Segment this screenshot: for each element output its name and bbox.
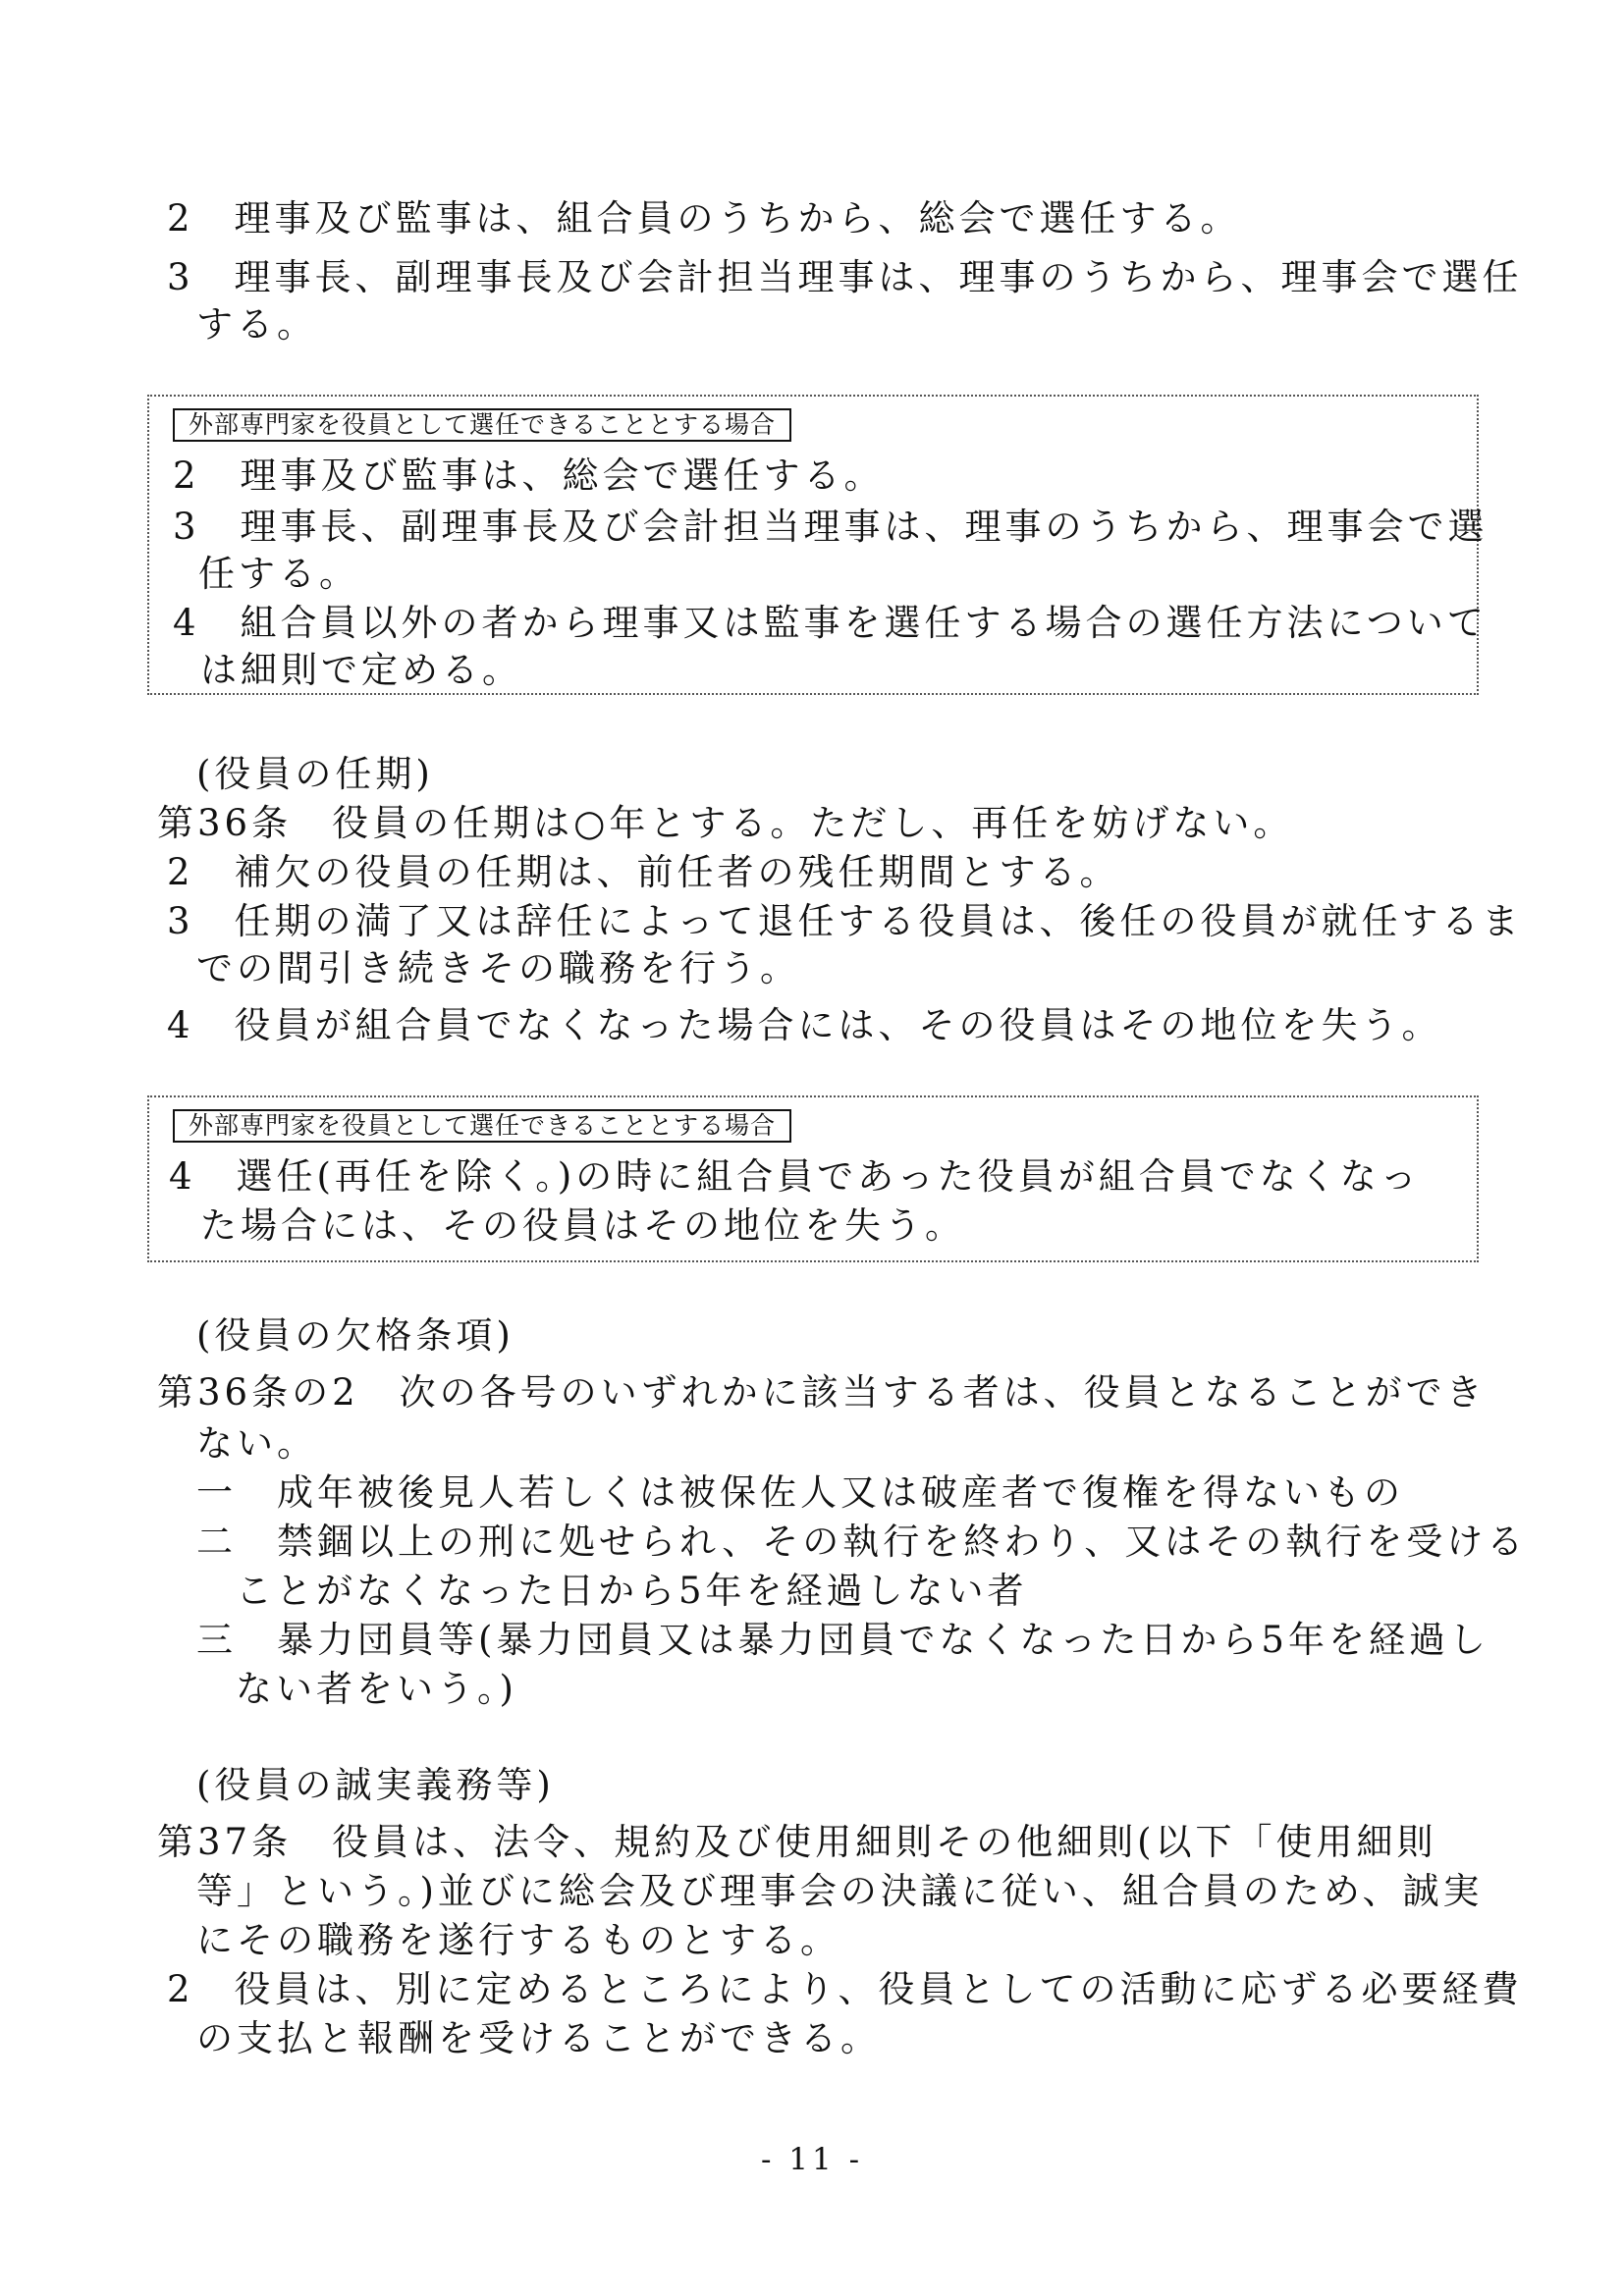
- article-line: 第36条の2 次の各号のいずれかに該当する者は、役員となることができ: [157, 1371, 1487, 1414]
- article-heading: (役員の欠格条項): [196, 1314, 514, 1357]
- item-line: 二 禁錮以上の刑に処せられ、その執行を終わり、又はその執行を受ける: [196, 1521, 1528, 1563]
- item-line: 三 暴力団員等(暴力団員又は暴力団員でなくなった日から5年を経過し: [196, 1619, 1489, 1661]
- alternative-line: 2 理事及び監事は、総会で選任する。: [173, 454, 885, 497]
- item-line: ない者をいう。): [236, 1668, 517, 1710]
- alternative-provision-box: [147, 1095, 1479, 1262]
- paragraph-line: 4 役員が組合員でなくなった場合には、その役員はその地位を失う。: [167, 1004, 1442, 1046]
- paragraph-line: 3 任期の満了又は辞任によって退任する役員は、後任の役員が就任するま: [167, 900, 1523, 942]
- item-line: 一 成年被後見人若しくは被保佐人又は破産者で復権を得ないもの: [196, 1471, 1404, 1514]
- paragraph-line: の支払と報酬を受けることができる。: [196, 2017, 881, 2059]
- alternative-line: 4 選任(再任を除く。)の時に組合員であった役員が組合員でなくなっ: [169, 1155, 1421, 1198]
- article-line: 第36条 役員の任期は○年とする。ただし、再任を妨げない。: [157, 802, 1294, 844]
- article-line: 第37条 役員は、法令、規約及び使用細則その他細則(以下「使用細則: [157, 1821, 1437, 1863]
- paragraph-line: にその職務を遂行するものとする。: [196, 1919, 840, 1961]
- alternative-provision-box: [147, 395, 1489, 695]
- paragraph-line: ない。: [196, 1422, 317, 1465]
- item-line: ことがなくなった日から5年を経過しない者: [236, 1570, 1028, 1612]
- paragraph-line: 2 理事及び監事は、組合員のうちから、総会で選任する。: [167, 197, 1241, 240]
- alternative-line: は細則で定める。: [200, 649, 522, 691]
- paragraph-line: 等」という。)並びに総会及び理事会の決議に従い、組合員のため、誠実: [196, 1870, 1484, 1912]
- alternative-line: 3 理事長、副理事長及び会計担当理事は、理事のうちから、理事会で選: [173, 506, 1489, 548]
- paragraph-line: での間引き続きその職務を行う。: [196, 947, 800, 989]
- paragraph-line: 2 補欠の役員の任期は、前任者の残任期間とする。: [167, 851, 1120, 893]
- paragraph-line: 2 役員は、別に定めるところにより、役員としての活動に応ずる必要経費: [167, 1968, 1523, 2010]
- article-heading: (役員の誠実義務等): [196, 1764, 555, 1806]
- alternative-line: 任する。: [198, 553, 359, 595]
- paragraph-line: する。: [196, 303, 317, 346]
- alternative-provision-label: 外部専門家を役員として選任できることとする場合: [173, 408, 791, 442]
- alternative-line: た場合には、その役員はその地位を失う。: [200, 1204, 965, 1247]
- paragraph-line: 3 理事長、副理事長及び会計担当理事は、理事のうちから、理事会で選任: [167, 256, 1523, 298]
- page-number: - 11 -: [760, 2142, 864, 2177]
- alternative-provision-label: 外部専門家を役員として選任できることとする場合: [173, 1109, 791, 1143]
- alternative-line: 4 組合員以外の者から理事又は監事を選任する場合の選任方法について: [173, 602, 1488, 644]
- article-heading: (役員の任期): [196, 753, 434, 795]
